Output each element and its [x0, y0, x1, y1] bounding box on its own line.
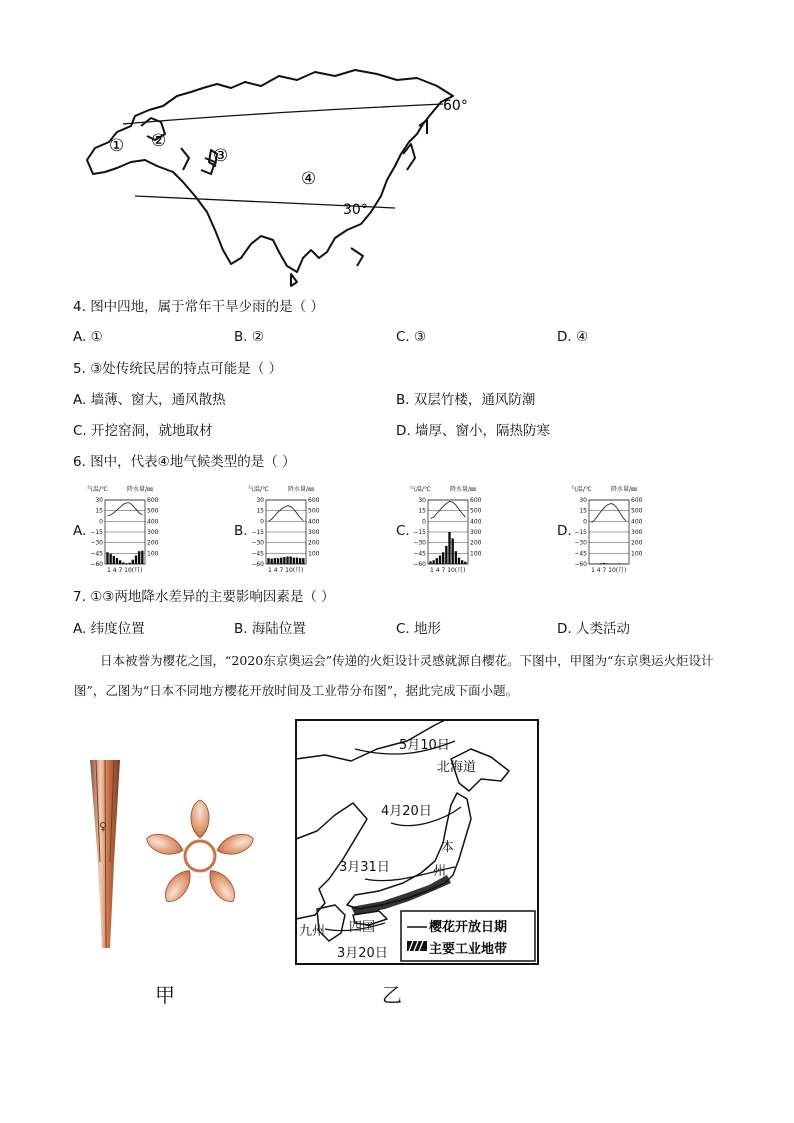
map-legend	[401, 911, 535, 961]
svg-text:♀: ♀	[99, 820, 108, 833]
marker-1: ①	[109, 136, 125, 156]
precip-bar	[119, 560, 121, 564]
temp-tick-label: −45	[251, 550, 264, 558]
temp-tick-label: −45	[574, 550, 587, 558]
precip-tick-label: 200	[631, 539, 643, 547]
climate-chart-a	[87, 484, 163, 576]
temp-tick-label: 30	[256, 497, 264, 504]
climate-chart-b	[248, 484, 324, 576]
precip-tick-label: 300	[308, 529, 320, 536]
japan-cherry-blossom-map	[295, 719, 539, 965]
precip-bar	[135, 555, 137, 564]
q4-option-d[interactable]: D. ④	[557, 329, 589, 345]
q7-option-a[interactable]: A. 纬度位置	[73, 621, 145, 637]
temp-tick-label: −60	[574, 561, 587, 568]
precip-bar	[289, 557, 291, 564]
precip-bar	[612, 563, 614, 564]
date-apr-20: 4月20日	[381, 804, 432, 819]
temp-tick-label: −15	[90, 529, 103, 536]
temp-tick-label: −45	[413, 550, 426, 558]
precip-bar	[436, 558, 438, 564]
date-may-10: 5月10日	[399, 738, 450, 753]
precip-bar	[116, 558, 118, 564]
label-hokkaido: 北海道	[437, 760, 477, 775]
precip-bar	[293, 558, 295, 564]
label-shikoku: 四国	[349, 920, 376, 935]
temperature-curve	[108, 503, 143, 516]
hatch-icon	[407, 941, 427, 951]
caption-jia: 甲	[155, 983, 175, 1007]
precip-bar	[600, 563, 602, 564]
precip-tick-label: 500	[470, 507, 482, 515]
climate-chart-d	[571, 484, 647, 576]
lat-60-label: 60°	[443, 98, 468, 114]
precip-tick-label: 200	[470, 539, 482, 547]
date-mar-31: 3月31日	[339, 860, 390, 875]
precip-bar	[448, 532, 450, 564]
precip-tick-label: 600	[308, 497, 320, 504]
q4-option-c[interactable]: C. ③	[396, 329, 427, 345]
precip-tick-label: 600	[147, 497, 159, 504]
month-tick-labels: 1 4 7 10(月)	[268, 567, 304, 574]
q7-option-b[interactable]: B. 海陆位置	[234, 621, 306, 637]
temperature-curve	[269, 506, 304, 522]
question-text: ③处传统民居的特点可能是（ ）	[90, 361, 283, 377]
precip-bar	[445, 546, 447, 564]
label-kyushu: 九州	[299, 924, 326, 939]
question-text: 图中四地，属于常年干旱少雨的是（ ）	[90, 299, 324, 315]
q5-option-a[interactable]: A. 墙薄、窗大，通风散热	[73, 392, 226, 408]
reading-passage: 日本被誉为樱花之国，“2020东京奥运会”传递的火炬设计灵感就源自樱花。下图中，甲图为“东京奥运火炬设计图”，乙图为“日本不同地方樱花开放时间及工业带分布图”，据此完成下面小题。	[74, 653, 714, 698]
precip-tick-label: 500	[631, 507, 643, 515]
precip-bar	[606, 563, 608, 564]
precip-bar	[267, 558, 269, 564]
temp-tick-label: 15	[418, 507, 426, 515]
question-text: ①③两地降水差异的主要影响因素是（ ）	[90, 589, 335, 605]
q7-option-c[interactable]: C. 地形	[396, 621, 442, 637]
climate-chart-c	[410, 484, 486, 576]
precip-bar	[132, 560, 134, 564]
precip-tick-label: 200	[147, 539, 159, 547]
precip-axis-title: 降水量/㎜	[450, 486, 477, 493]
label-honshu-2: 州	[433, 864, 447, 879]
precip-bar	[603, 563, 605, 564]
precip-tick-label: 500	[308, 507, 320, 515]
precip-bar	[442, 552, 444, 564]
q6-option-a[interactable]: A.	[73, 523, 87, 539]
temp-tick-label: −15	[574, 529, 587, 536]
precip-bar	[122, 562, 124, 564]
precip-bar	[270, 559, 272, 564]
month-tick-labels: 1 4 7 10(月)	[591, 567, 627, 574]
precip-bar	[283, 557, 285, 564]
precip-bar	[274, 558, 276, 564]
temp-tick-label: −30	[413, 539, 426, 547]
precip-bar	[439, 555, 441, 564]
temp-tick-label: 0	[583, 518, 587, 526]
question-number: 5.	[73, 361, 86, 377]
question-text: 图中，代表④地气候类型的是（ ）	[90, 454, 296, 470]
temp-tick-label: 15	[579, 507, 587, 515]
temp-tick-label: 0	[422, 518, 426, 526]
precip-bar	[451, 538, 453, 564]
precip-axis-title: 降水量/㎜	[127, 486, 154, 493]
caption-yi: 乙	[382, 983, 402, 1007]
q5-option-b[interactable]: B. 双层竹楼，通风防潮	[396, 392, 536, 408]
legend-bloom-date: 樱花开放日期	[429, 920, 508, 935]
q6-option-b[interactable]: B.	[234, 523, 248, 539]
temp-tick-label: −15	[413, 529, 426, 536]
q6-option-c[interactable]: C.	[396, 523, 410, 539]
temp-tick-label: 0	[99, 518, 103, 526]
question-number: 6.	[73, 454, 86, 470]
temp-tick-label: −60	[90, 561, 103, 568]
precip-bar	[597, 563, 599, 564]
temp-tick-label: −15	[251, 529, 264, 536]
precip-bar	[109, 554, 111, 564]
temperature-curve	[592, 504, 627, 523]
precip-bar	[429, 561, 431, 564]
temp-tick-label: 15	[95, 507, 103, 515]
torch-icon	[90, 760, 120, 948]
precip-bar	[455, 551, 457, 564]
month-tick-labels: 1 4 7 10(月)	[430, 567, 466, 574]
olympic-torch-design	[80, 752, 270, 952]
temperature-curve	[431, 501, 466, 518]
temp-tick-label: −60	[251, 561, 264, 568]
temp-axis-title: 气温/℃	[410, 486, 431, 493]
precip-bar	[458, 558, 460, 564]
cherry-blossom-icon	[144, 800, 256, 907]
precip-bar	[461, 560, 463, 564]
temp-tick-label: 30	[95, 497, 103, 504]
label-honshu-1: 本	[441, 840, 455, 855]
precip-tick-label: 400	[470, 518, 482, 526]
precip-bar	[286, 557, 288, 564]
marker-3: ③	[213, 146, 229, 166]
precip-bar	[277, 558, 279, 564]
precip-bar	[616, 563, 618, 564]
precip-bar	[138, 551, 140, 564]
q4-option-a[interactable]: A. ①	[73, 329, 103, 345]
precip-bar	[464, 562, 466, 564]
month-tick-labels: 1 4 7 10(月)	[107, 567, 143, 574]
precip-tick-label: 100	[147, 550, 159, 558]
precip-axis-title: 降水量/㎜	[288, 486, 315, 493]
precip-bar	[619, 563, 621, 564]
precip-tick-label: 200	[308, 539, 320, 547]
precip-bar	[106, 552, 108, 564]
precip-bar	[302, 558, 304, 564]
marker-4: ④	[301, 169, 317, 189]
temp-tick-label: −30	[90, 539, 103, 547]
temp-tick-label: 15	[256, 507, 264, 515]
precip-bar	[141, 551, 143, 564]
precip-tick-label: 600	[631, 497, 643, 504]
temp-tick-label: −30	[574, 539, 587, 547]
date-mar-20: 3月20日	[337, 946, 388, 961]
temp-tick-label: −30	[251, 539, 264, 547]
precip-bar	[296, 558, 298, 564]
precip-tick-label: 400	[631, 518, 643, 526]
q5-option-d[interactable]: D. 墙厚、窗小，隔热防寒	[396, 423, 550, 439]
precip-tick-label: 300	[470, 529, 482, 536]
question-7	[73, 588, 335, 606]
temp-tick-label: −60	[413, 561, 426, 568]
temp-tick-label: 30	[418, 497, 426, 504]
question-number: 4.	[73, 299, 86, 315]
question-4	[73, 298, 324, 316]
question-number: 7.	[73, 589, 86, 605]
temp-axis-title: 气温/℃	[571, 486, 592, 493]
temp-axis-title: 气温/℃	[248, 486, 269, 493]
precip-tick-label: 100	[631, 550, 643, 558]
question-5	[73, 360, 282, 378]
temp-tick-label: −45	[90, 550, 103, 558]
asia-sketch-map	[65, 62, 485, 290]
precip-tick-label: 500	[147, 507, 159, 515]
precip-tick-label: 300	[147, 529, 159, 536]
legend-industrial-belt: 主要工业地带	[429, 942, 508, 957]
q7-option-d[interactable]: D. 人类活动	[557, 621, 630, 637]
precip-bar	[128, 563, 130, 564]
precip-bar	[299, 558, 301, 564]
precip-tick-label: 400	[147, 518, 159, 526]
precip-bar	[280, 558, 282, 564]
temp-tick-label: 30	[579, 497, 587, 504]
q5-option-c[interactable]: C. 开挖窑洞，就地取材	[73, 423, 213, 439]
precip-bar	[432, 560, 434, 564]
precip-tick-label: 300	[631, 529, 643, 536]
precip-tick-label: 600	[470, 497, 482, 504]
precip-bar	[113, 556, 115, 564]
question-6	[73, 453, 296, 471]
q4-option-b[interactable]: B. ②	[234, 329, 264, 345]
temp-axis-title: 气温/℃	[87, 486, 108, 493]
temp-tick-label: 0	[260, 518, 264, 526]
q6-option-d[interactable]: D.	[557, 523, 572, 539]
lat-30-label: 30°	[343, 202, 368, 218]
marker-2: ②	[151, 131, 167, 151]
precip-axis-title: 降水量/㎜	[611, 486, 638, 493]
precip-tick-label: 100	[470, 550, 482, 558]
precip-bar	[125, 563, 127, 564]
precip-tick-label: 400	[308, 518, 320, 526]
precip-tick-label: 100	[308, 550, 320, 558]
